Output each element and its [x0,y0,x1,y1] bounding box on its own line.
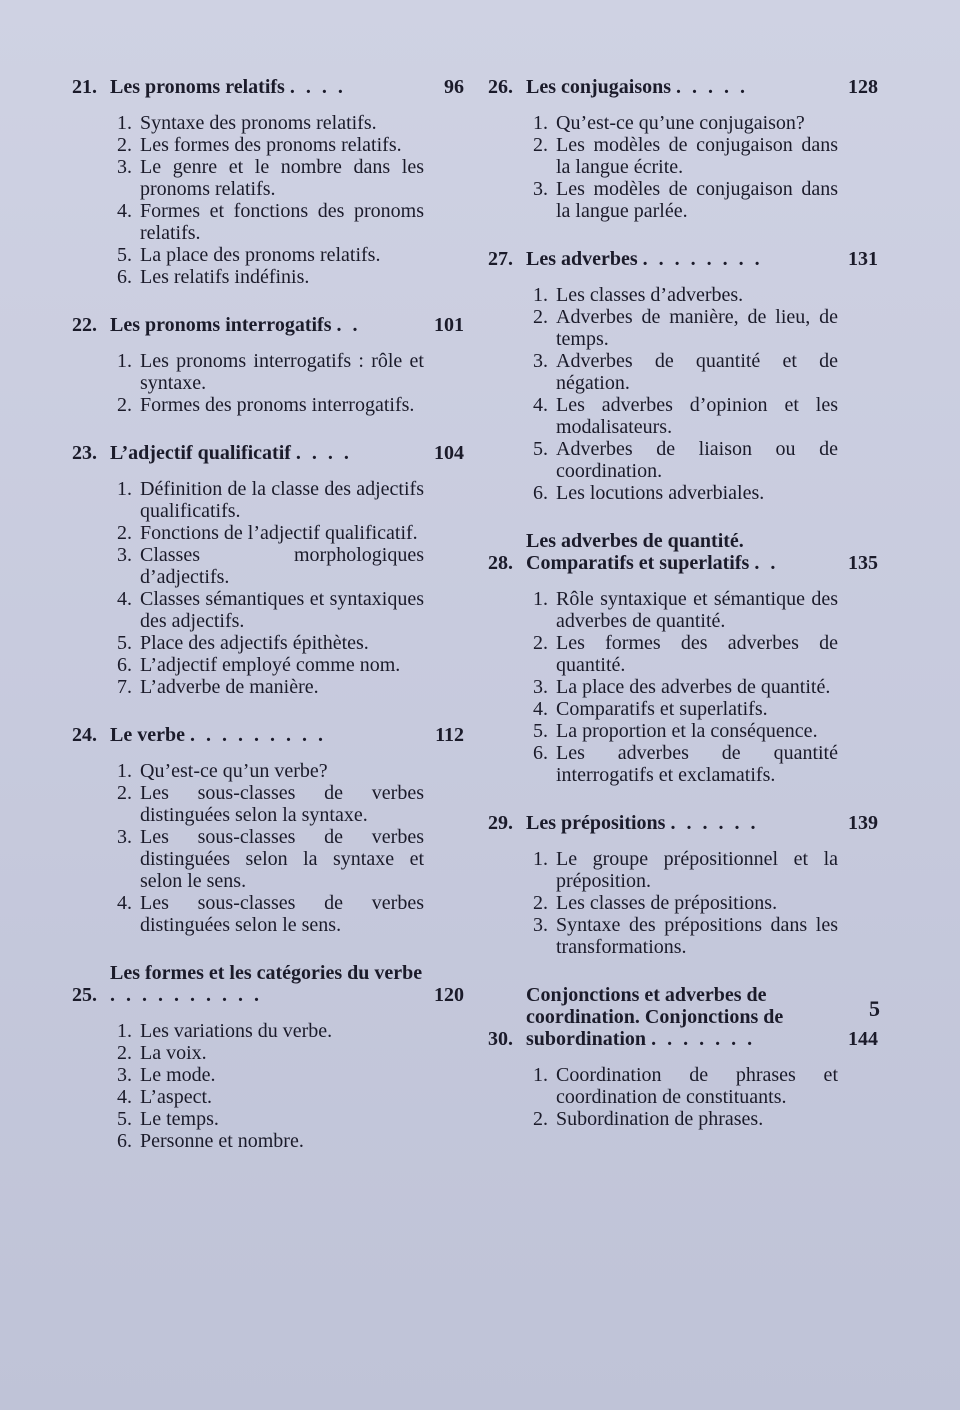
chapter-page-number: 104 [434,442,464,464]
section-number: 6. [533,482,548,504]
section-title: Les classes d’adverbes. [556,284,744,306]
chapter-title-text: L’adjectif qualificatif [110,442,291,464]
leader-dots: . . [754,552,779,574]
chapter-title [526,76,838,98]
chapter-number: 23. [72,442,97,464]
section-item [72,266,464,288]
chapter-page-number: 144 [848,1028,878,1050]
chapter-heading [488,76,878,98]
section-item [72,522,464,544]
section-number: 1. [117,1020,132,1042]
section-item [72,200,464,244]
section-number: 2. [533,632,548,654]
section-number: 2. [117,522,132,544]
leader-dots: . . . . [289,76,346,98]
section-item [72,676,464,698]
section-title: L’adjectif employé comme nom. [140,654,401,676]
chapter-title [110,962,424,1006]
section-title: Les variations du verbe. [140,1020,333,1042]
section-number: 2. [117,1042,132,1064]
chapter-number: 30. [488,1028,513,1050]
section-number: 5. [117,244,132,266]
chapter-title-text: Les prépositions [526,812,666,834]
section-number: 4. [117,588,132,610]
chapter-page-number: 120 [434,984,464,1006]
chapter-number: 27. [488,248,513,270]
section-title: La proportion et la conséquence. [556,720,818,742]
chapter-section-list [72,350,464,416]
section-title: Rôle syntaxique et sémantique des adverbes de quantité. [556,588,838,632]
section-title: Adverbes de liaison ou de coordination. [556,438,838,482]
section-title: Formes des pronoms interrogatifs. [140,394,415,416]
section-item [72,760,464,782]
leader-dots: . . . . . . . . . [189,724,326,746]
section-number: 3. [533,178,548,200]
section-item [72,654,464,676]
section-number: 5. [117,1108,132,1130]
section-title: Les adverbes de quantité interrogatifs et exclamatifs. [556,742,838,786]
chapter-section-list [72,1020,464,1152]
section-item [488,914,878,958]
section-item [488,1064,878,1108]
section-number: 1. [117,760,132,782]
section-number: 1. [533,588,548,610]
section-number: 3. [117,156,132,178]
section-number: 4. [533,698,548,720]
section-item [488,482,878,504]
section-number: 5. [533,720,548,742]
leader-dots: . . . . . [676,76,749,98]
section-title: L’adverbe de manière. [140,676,319,698]
section-item [488,742,878,786]
section-number: 4. [117,1086,132,1108]
section-item [488,438,878,482]
chapter-section-list [488,588,878,786]
section-title: Coordination de phrases et coordination de constituants. [556,1064,838,1108]
section-item [488,720,878,742]
chapter-title-text: Les pronoms relatifs [110,76,285,98]
section-item [72,350,464,394]
chapter-number: 28. [488,552,513,574]
toc-chapter [488,76,878,222]
section-number: 1. [533,848,548,870]
section-item [488,848,878,892]
section-title: Les modèles de conjugaison dans la langue écrite. [556,134,838,178]
section-title: La place des adverbes de quantité. [556,676,831,698]
section-title: Le mode. [140,1064,216,1086]
chapter-title-text: Les conjugaisons [526,76,672,98]
chapter-page-number: 135 [848,552,878,574]
section-title: Les sous-classes de verbes distinguées selon la syntaxe et selon le sens. [140,826,424,892]
section-number: 1. [117,350,132,372]
section-item [72,1130,464,1152]
chapter-page-number: 112 [435,724,464,746]
chapter-section-list [488,1064,878,1130]
section-item [72,588,464,632]
section-title: Qu’est-ce qu’une conjugaison? [556,112,805,134]
section-title: Les locutions adverbiales. [556,482,765,504]
section-title: Syntaxe des pronoms relatifs. [140,112,377,134]
chapter-title-text: Le verbe [110,724,185,746]
section-item [488,588,878,632]
chapter-title [110,76,424,98]
section-title: Les modèles de conjugaison dans la langue parlée. [556,178,838,222]
chapter-heading [488,248,878,270]
section-number: 2. [533,306,548,328]
chapter-number: 22. [72,314,97,336]
section-item [72,1064,464,1086]
section-item [488,112,878,134]
section-title: L’aspect. [140,1086,213,1108]
leader-dots: . . . . . . . [651,1028,756,1050]
section-number: 2. [533,134,548,156]
section-item [488,306,878,350]
section-title: Personne et nombre. [140,1130,304,1152]
section-number: 6. [533,742,548,764]
section-title: Le genre et le nombre dans les pronoms relatifs. [140,156,424,200]
chapter-page-number: 101 [434,314,464,336]
section-number: 4. [117,200,132,222]
section-title: Adverbes de quantité et de négation. [556,350,838,394]
section-title: Subordination de phrases. [556,1108,764,1130]
section-number: 1. [533,1064,548,1086]
toc-chapter [72,724,464,936]
chapter-page-number: 131 [848,248,878,270]
section-number: 2. [533,892,548,914]
section-item [488,178,878,222]
section-item [72,112,464,134]
section-title: Classes morphologiques d’adjectifs. [140,544,424,588]
toc-chapter [72,442,464,698]
section-number: 1. [533,112,548,134]
section-title: Fonctions de l’adjectif qualificatif. [140,522,418,544]
section-title: Les sous-classes de verbes distinguées selon la syntaxe. [140,782,424,826]
chapter-section-list [72,112,464,288]
toc-chapter [72,962,464,1152]
chapter-page-number: 128 [848,76,878,98]
section-number: 1. [117,112,132,134]
toc-right-column [488,76,878,1156]
section-item [72,892,464,936]
section-item [72,782,464,826]
section-title: Qu’est-ce qu’un verbe? [140,760,328,782]
section-number: 4. [117,892,132,914]
toc-chapter [72,314,464,416]
chapter-section-list [72,760,464,936]
chapter-heading [72,442,464,464]
section-number: 5. [533,438,548,460]
chapter-title-text: Les pronoms interrogatifs [110,314,332,336]
section-item [488,134,878,178]
chapter-section-list [72,478,464,698]
chapter-title [526,984,838,1050]
section-item [72,544,464,588]
section-item [72,1108,464,1130]
chapter-heading [488,812,878,834]
section-item [488,892,878,914]
section-number: 3. [117,544,132,566]
section-title: Les formes des pronoms relatifs. [140,134,402,156]
page-number: 5 [869,996,880,1021]
section-title: Formes et fonctions des pronoms relatifs. [140,200,424,244]
section-number: 5. [117,632,132,654]
leader-dots: . . . . . . [670,812,759,834]
section-title: Les formes des adverbes de quantité. [556,632,838,676]
leader-dots: . . . . [295,442,352,464]
section-item [72,478,464,522]
section-title: Les relatifs indéfinis. [140,266,310,288]
section-number: 7. [117,676,132,698]
chapter-heading [72,76,464,98]
section-number: 6. [117,654,132,676]
section-title: Définition de la classe des adjectifs qualificatifs. [140,478,424,522]
section-number: 6. [117,1130,132,1152]
section-title: Comparatifs et superlatifs. [556,698,768,720]
chapter-section-list [488,284,878,504]
section-title: Adverbes de manière, de lieu, de temps. [556,306,838,350]
section-item [72,1020,464,1042]
section-title: Les sous-classes de verbes distinguées selon le sens. [140,892,424,936]
section-title: La voix. [140,1042,207,1064]
section-number: 3. [117,1064,132,1086]
chapter-title-text: Les adverbes [526,248,638,270]
section-item [72,632,464,654]
chapter-title [526,812,838,834]
section-item [72,1042,464,1064]
toc-chapter [72,76,464,288]
section-title: Le groupe prépositionnel et la préposition. [556,848,838,892]
leader-dots: . . . . . . . . [642,248,763,270]
chapter-heading [72,314,464,336]
section-item [488,676,878,698]
chapter-page-number: 96 [444,76,464,98]
section-number: 2. [533,1108,548,1130]
chapter-title [526,248,838,270]
chapter-page-number: 139 [848,812,878,834]
section-item [72,156,464,200]
section-item [72,1086,464,1108]
section-title: La place des pronoms relatifs. [140,244,381,266]
section-number: 2. [117,134,132,156]
chapter-title-text: Conjonctions et adverbes de coordination. Conjonctions de subordination [526,984,784,1050]
section-number: 2. [117,394,132,416]
section-number: 4. [533,394,548,416]
chapter-heading [488,530,878,574]
chapter-number: 25. [72,984,97,1006]
section-title: Les classes de prépositions. [556,892,778,914]
section-title: Syntaxe des prépositions dans les transformations. [556,914,838,958]
chapter-number: 26. [488,76,513,98]
section-title: Les adverbes d’opinion et les modalisateurs. [556,394,838,438]
section-number: 3. [117,826,132,848]
section-item [488,698,878,720]
leader-dots: . . [336,314,361,336]
chapter-number: 21. [72,76,97,98]
section-number: 3. [533,350,548,372]
section-item [488,1108,878,1130]
chapter-title [110,724,424,746]
section-title: Le temps. [140,1108,219,1130]
section-number: 2. [117,782,132,804]
section-item [72,826,464,892]
chapter-title [526,530,838,574]
chapter-heading [72,962,464,1006]
chapter-title-text: Les formes et les catégories du verbe [110,962,423,984]
toc-chapter [488,984,878,1130]
section-item [488,284,878,306]
chapter-number: 24. [72,724,97,746]
section-number: 3. [533,914,548,936]
chapter-number: 29. [488,812,513,834]
section-title: Place des adjectifs épithètes. [140,632,369,654]
section-item [488,350,878,394]
section-item [488,632,878,676]
section-title: Classes sémantiques et syntaxiques des adjectifs. [140,588,424,632]
chapter-section-list [488,848,878,958]
section-number: 1. [117,478,132,500]
section-number: 3. [533,676,548,698]
toc-chapter [488,248,878,504]
chapter-heading [72,724,464,746]
toc-left-column [72,76,464,1178]
section-item [72,134,464,156]
section-item [72,244,464,266]
toc-chapter [488,530,878,786]
leader-dots: . . . . . . . . . . [110,984,262,1006]
chapter-section-list [488,112,878,222]
section-number: 1. [533,284,548,306]
chapter-heading [488,984,878,1050]
section-number: 6. [117,266,132,288]
chapter-title-text: Les adverbes de quantité. Comparatifs et superlatifs [526,530,750,574]
toc-chapter [488,812,878,958]
chapter-title [110,314,424,336]
section-title: Les pronoms interrogatifs : rôle et syntaxe. [140,350,424,394]
section-item [72,394,464,416]
chapter-title [110,442,424,464]
section-item [488,394,878,438]
